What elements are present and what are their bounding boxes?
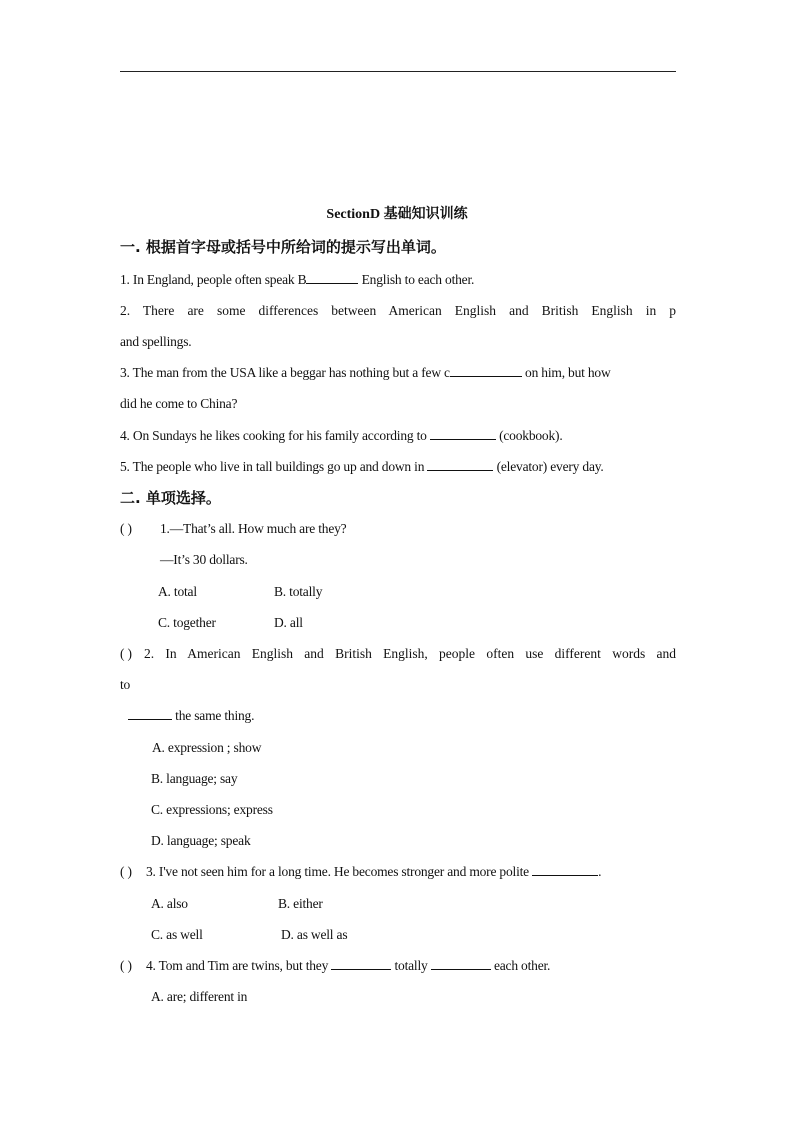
- s2-q1-paren[interactable]: ( ): [120, 521, 132, 536]
- s2-q1-stem: 1.—That’s all. How much are they?: [160, 521, 347, 536]
- s2-q1-option-b[interactable]: B. totally: [274, 584, 323, 599]
- s1-q1-post: English to each other.: [358, 272, 475, 287]
- answer-blank[interactable]: [431, 957, 491, 970]
- s2-q4-option-a[interactable]: A. are; different in: [151, 989, 248, 1004]
- s2-q3-paren[interactable]: ( ): [120, 864, 132, 879]
- s2-q2-line2: to: [120, 677, 131, 692]
- s2-q4-post: each other.: [490, 958, 551, 973]
- s2-q2-option-d[interactable]: D. language; speak: [151, 833, 251, 848]
- page-title: SectionD 基础知识训练: [326, 207, 468, 222]
- s1-q2-line1: 2. There are some differences between American English and British English in p: [120, 303, 676, 318]
- s2-q4-paren[interactable]: ( ): [120, 958, 132, 973]
- answer-blank[interactable]: [430, 427, 496, 440]
- s1-q2-line2: and spellings.: [120, 334, 192, 349]
- s2-q4-stem: 4. Tom and Tim are twins, but they: [146, 958, 332, 973]
- s2-q1-option-d[interactable]: D. all: [274, 615, 303, 630]
- answer-blank[interactable]: [306, 271, 358, 284]
- s2-q3-option-c[interactable]: C. as well: [151, 927, 203, 942]
- s2-q2-option-c[interactable]: C. expressions; express: [151, 802, 273, 817]
- s2-q1-reply: —It’s 30 dollars.: [160, 552, 248, 567]
- s2-q2-stem: 2. In American English and British English, people often use different words and: [144, 646, 676, 661]
- s1-q3-line2: did he come to China?: [120, 396, 238, 411]
- s2-q2-paren[interactable]: ( ): [120, 646, 132, 661]
- s1-q5-pre: 5. The people who live in tall buildings go up and down in: [120, 459, 428, 474]
- s1-q4-post: (cookbook).: [495, 428, 563, 443]
- s2-q2-line3: [128, 707, 254, 725]
- s1-q3: [120, 364, 611, 382]
- answer-blank[interactable]: [331, 957, 391, 970]
- s2-q3: [146, 863, 601, 881]
- s2-q4: [146, 957, 550, 975]
- s2-q3-option-d[interactable]: D. as well as: [281, 927, 348, 942]
- answer-blank[interactable]: [532, 863, 598, 876]
- s2-q1-option-a[interactable]: A. total: [158, 584, 197, 599]
- s2-q2-option-a[interactable]: A. expression ; show: [152, 740, 262, 755]
- s2-q3-option-a[interactable]: A. also: [151, 896, 188, 911]
- header-rule: [120, 71, 676, 72]
- s2-q3-end: .: [598, 864, 602, 879]
- s1-q1-pre: 1. In England, people often speak B: [120, 272, 307, 287]
- s1-q1: [120, 271, 474, 289]
- answer-blank[interactable]: [128, 707, 172, 720]
- s1-q5: [120, 458, 604, 476]
- s1-q3-pre: 3. The man from the USA like a beggar has nothing but a few c: [120, 365, 450, 380]
- s2-q2-post: the same thing.: [172, 708, 255, 723]
- s2-q2-option-b[interactable]: B. language; say: [151, 771, 238, 786]
- section1-heading: 一. 根据首字母或括号中所给词的提示写出单词。: [120, 238, 446, 256]
- s1-q3-post: on him, but how: [521, 365, 611, 380]
- s2-q3-option-b[interactable]: B. either: [278, 896, 323, 911]
- s1-q5-post: (elevator) every day.: [493, 459, 604, 474]
- s2-q3-stem: 3. I've not seen him for a long time. He becomes stronger and more polite: [146, 864, 533, 879]
- s1-q4: [120, 427, 563, 445]
- s1-q4-pre: 4. On Sundays he likes cooking for his family according to: [120, 428, 430, 443]
- answer-blank[interactable]: [450, 364, 522, 377]
- section2-heading: 二. 单项选择。: [120, 489, 221, 507]
- answer-blank[interactable]: [427, 458, 493, 471]
- s2-q1-option-c[interactable]: C. together: [158, 615, 216, 630]
- s2-q4-mid: totally: [391, 958, 431, 973]
